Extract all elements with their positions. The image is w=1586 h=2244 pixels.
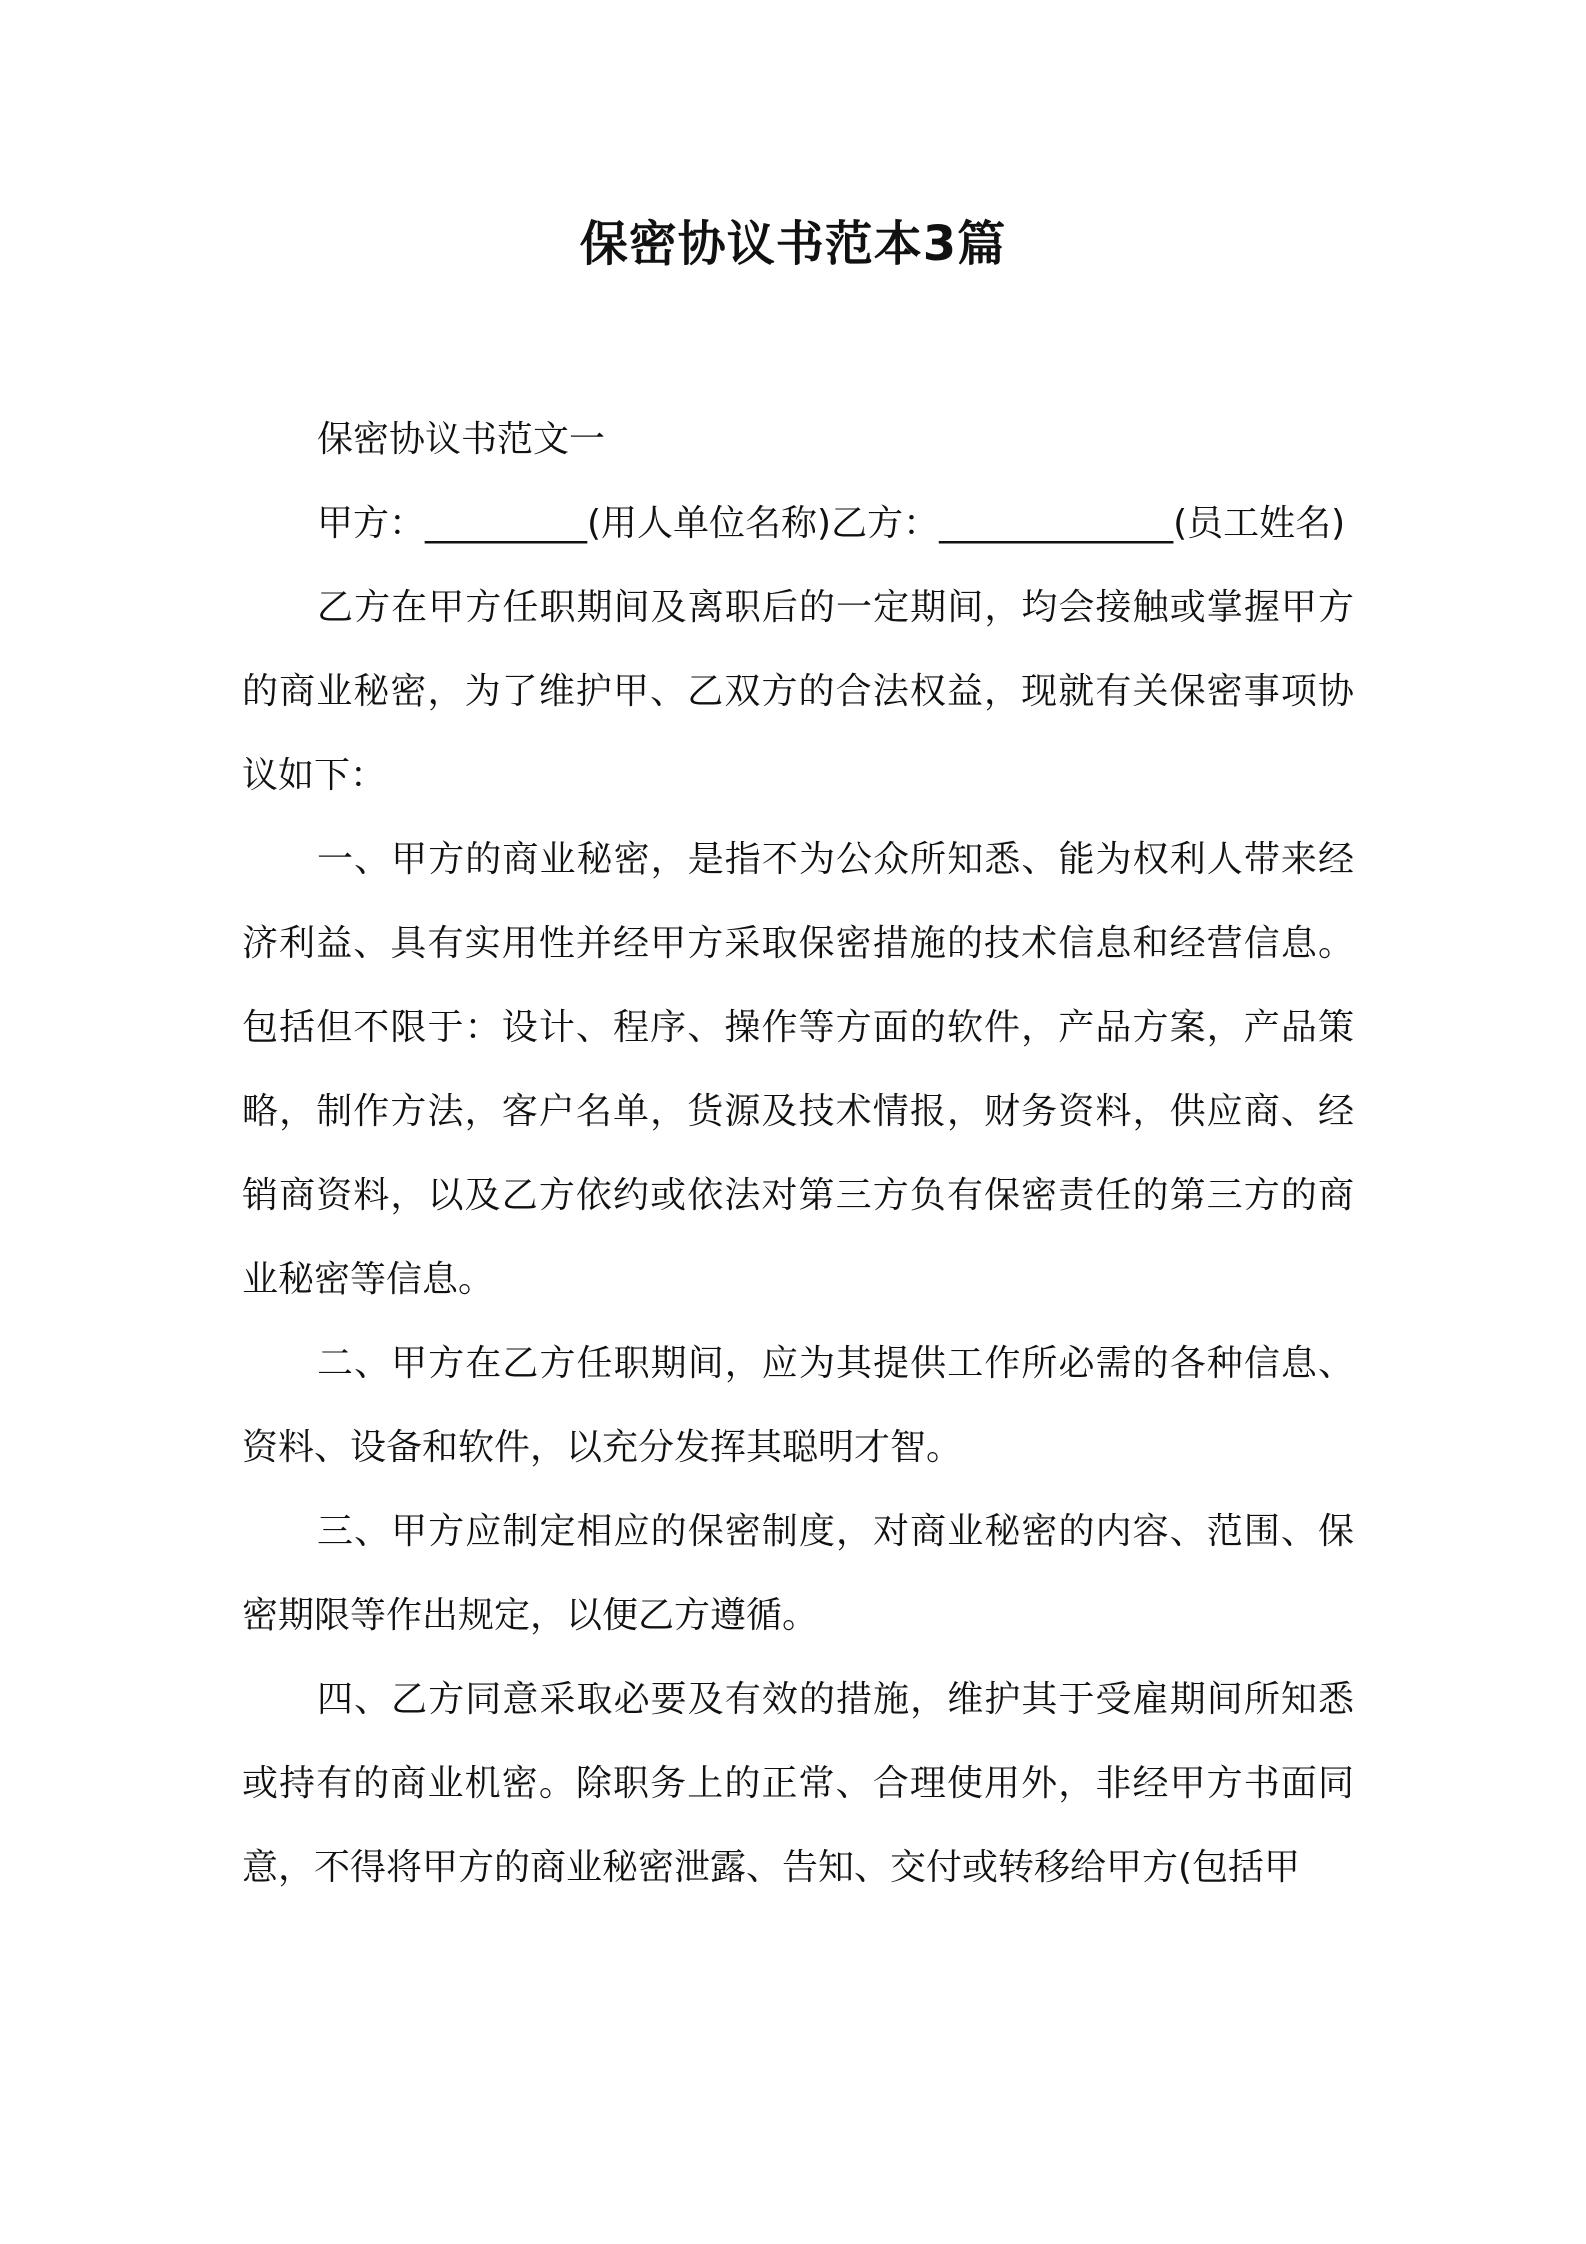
clause-1: 一、甲方的商业秘密，是指不为公众所知悉、能为权利人带来经济利益、具有实用性并经甲方采取保密措施的技术信息和经营信息。包括但不限于：设计、程序、操作等方面的软件，产品方案，产品策略，制作方法，客户名单，货源及技术情报，财务资料，供应商、经销商资料，以及乙方依约或依法对第三方负有保密责任的第三方的商业秘密等信息。 — [242, 839, 1354, 1300]
clause-2: 二、甲方在乙方任职期间，应为其提供工作所必需的各种信息、资料、设备和软件，以充分发挥其聪明才智。 — [242, 1343, 1354, 1468]
preamble-paragraph: 乙方在甲方任职期间及离职后的一定期间，均会接触或掌握甲方的商业秘密，为了维护甲、乙双方的合法权益，现就有关保密事项协议如下： — [242, 587, 1354, 796]
parties-line: 甲方：_________(用人单位名称)乙方：_____________(员工姓名) — [317, 503, 1346, 544]
section-heading: 保密协议书范文一 — [317, 419, 606, 460]
clause-3: 三、甲方应制定相应的保密制度，对商业秘密的内容、范围、保密期限等作出规定，以便乙方遵循。 — [242, 1511, 1354, 1636]
clause-4: 四、乙方同意采取必要及有效的措施，维护其于受雇期间所知悉或持有的商业机密。除职务上的正常、合理使用外，非经甲方书面同意，不得将甲方的商业秘密泄露、告知、交付或转移给甲方(包括甲 — [242, 1679, 1354, 1888]
document-title: 保密协议书范本3篇 — [579, 216, 1007, 272]
document-body — [242, 398, 1354, 1910]
